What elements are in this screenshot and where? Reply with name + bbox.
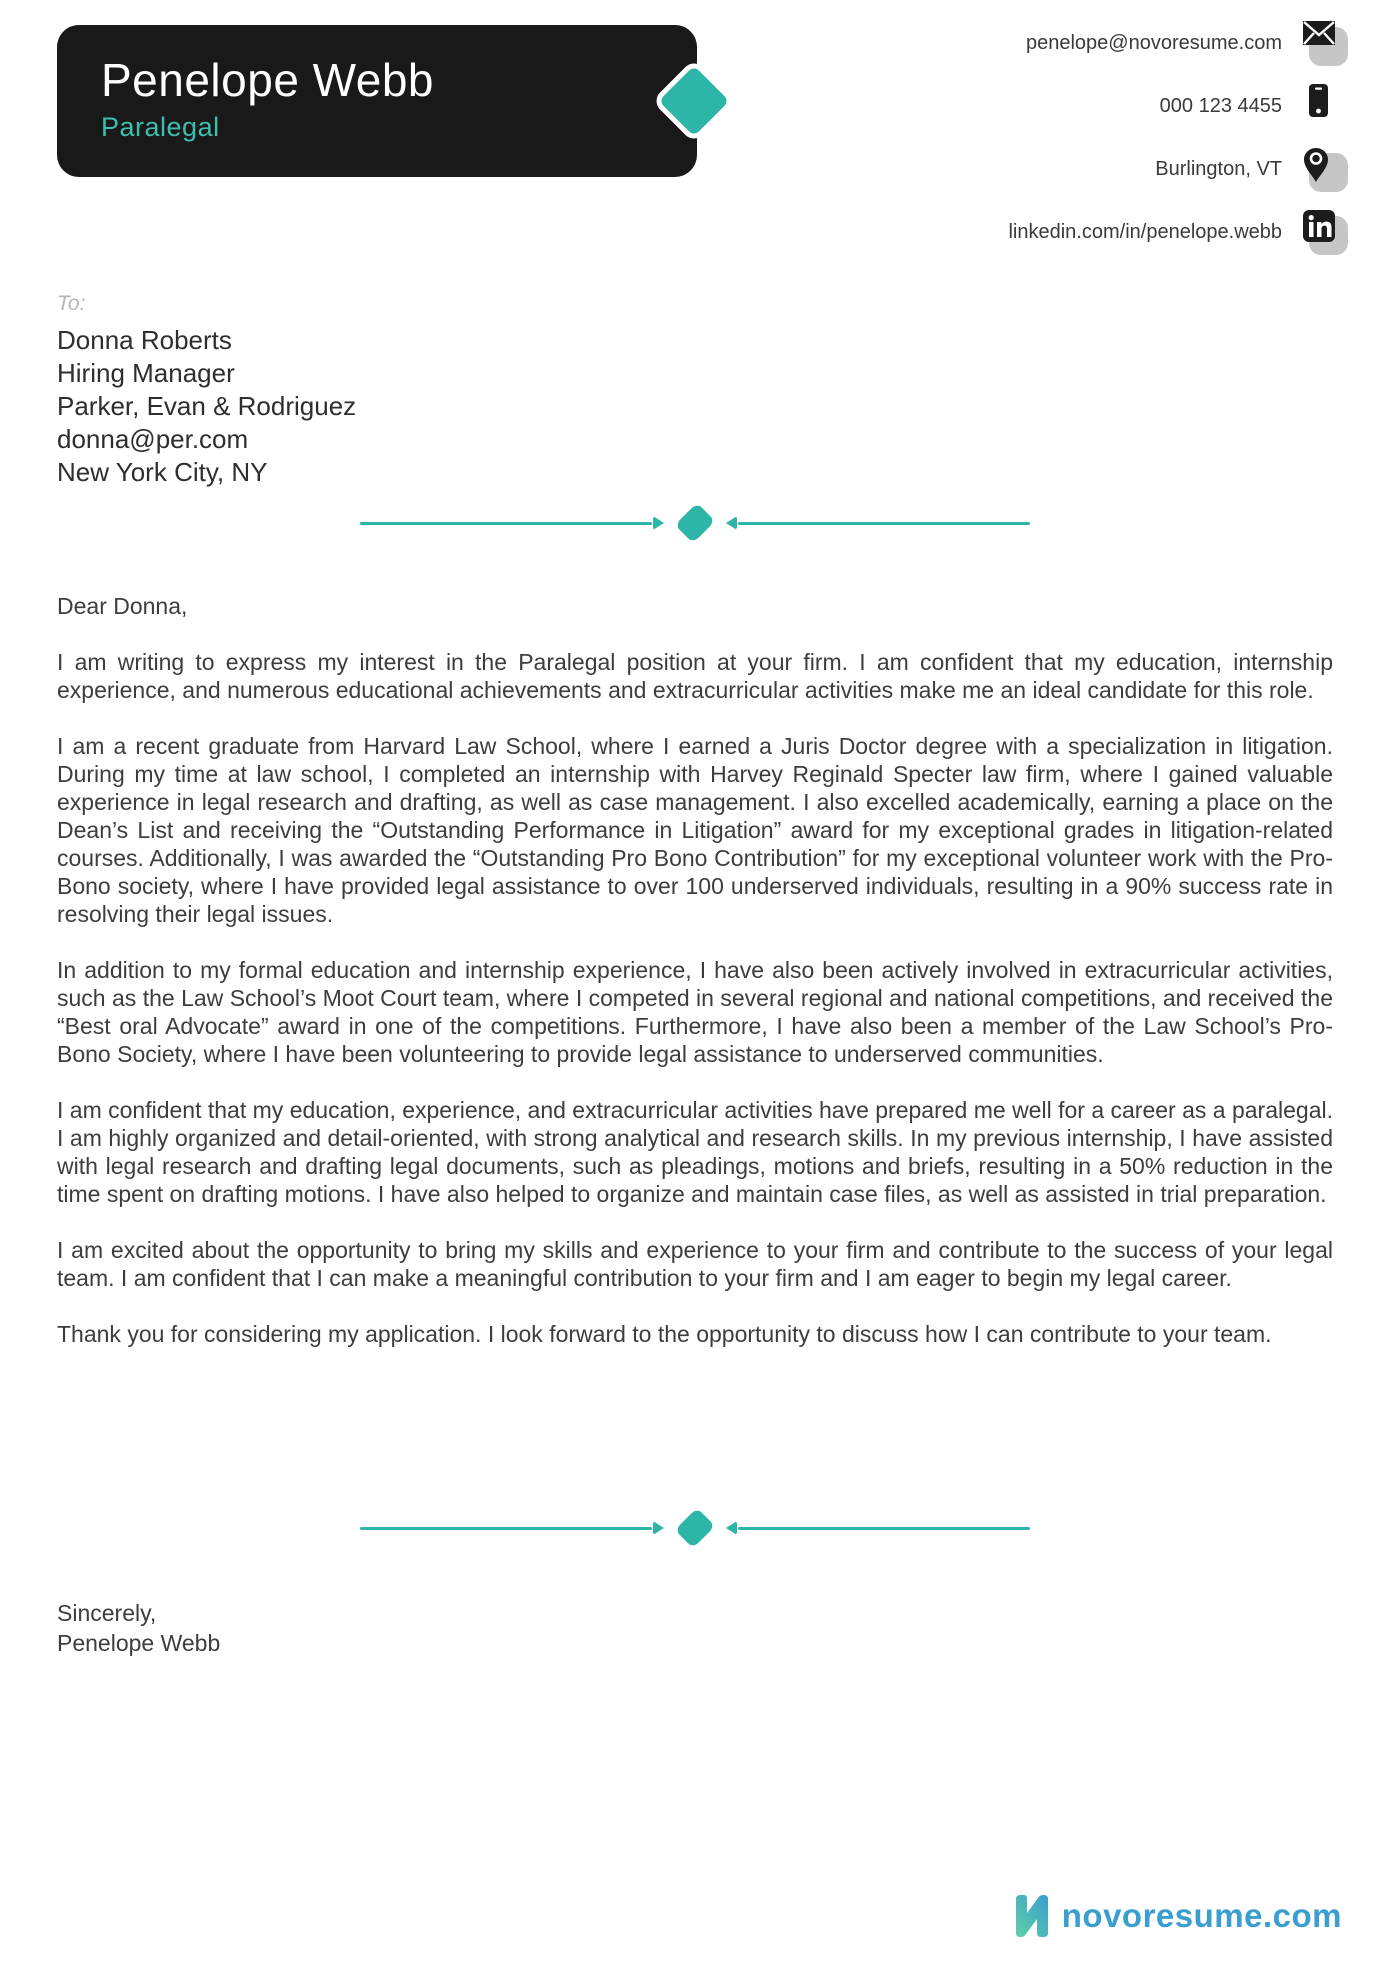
smartphone-icon — [1302, 83, 1348, 129]
arrow-left-icon — [726, 516, 737, 530]
paragraph-3: In addition to my formal education and internship experience, I have also been actively involved in extracurricular activities, such as the Law School’s Moot Court team, where I competed in several regional and national competitions, and received the “Best oral Advocate” award in one of the competitions. Furthermore, I have also been a member of the Law School’s Pro-Bono Society, where I have been volunteering to provide legal assistance to underserved communities. — [57, 957, 1333, 1067]
divider-line — [738, 1527, 1030, 1530]
brand-name[interactable]: novoresume.com — [1061, 1897, 1342, 1934]
location-value: Burlington, VT — [1155, 157, 1282, 180]
recipient-city: New York City, NY — [57, 457, 268, 487]
paragraph-2: I am a recent graduate from Harvard Law School, where I earned a Juris Doctor degree with a specialization in litigation. During my time at law school, I completed an internship with Harvey Reginald Specter law firm, where I gained valuable experience in legal research and drafting, as well as case management. I also excelled academically, earning a place on the Dean’s List and receiving the “Outstanding Performance in Litigation” award for my exceptional grades in litigation-related courses. Additionally, I was awarded the “Outstanding Pro Bono Contribution” for my exceptional volunteer work with the Pro-Bono society, where I have provided legal assistance to over 100 underserved individuals, resulting in a 90% success rate in resolving their legal issues. — [57, 733, 1333, 927]
signature-block — [57, 1598, 220, 1658]
diamond-icon — [675, 503, 715, 543]
section-divider-top — [57, 509, 1333, 537]
envelope-icon — [1302, 20, 1348, 66]
recipient-role: Hiring Manager — [57, 358, 235, 388]
recipient-company: Parker, Evan & Rodriguez — [57, 391, 357, 421]
contact-row-email — [1008, 20, 1348, 66]
paragraph-4: I am confident that my education, experience, and extracurricular activities have prepared me well for a career as a paralegal. I am highly organized and detail-oriented, with strong analytical and research skills. In my previous internship, I have assisted with legal research and drafting legal documents, such as pleadings, motions and briefs, resulting in a 50% reduction in the time spent on drafting motions. I have also helped to organize and maintain case files, as well as assisted in trial preparation. — [57, 1097, 1333, 1207]
closing: Sincerely, — [57, 1600, 157, 1626]
to-label: To: — [57, 292, 86, 315]
divider-line — [360, 522, 652, 525]
salutation: Dear Donna, — [57, 593, 188, 619]
contact-row-location — [1008, 146, 1348, 192]
contact-block — [1008, 20, 1348, 255]
recipient-block — [57, 292, 356, 489]
novoresume-logo-icon — [1010, 1893, 1052, 1939]
phone-value: 000 123 4455 — [1159, 94, 1282, 117]
arrow-left-icon — [726, 1521, 737, 1535]
arrow-right-icon — [653, 1521, 664, 1535]
linkedin-value[interactable]: linkedin.com/in/penelope.webb — [1008, 220, 1282, 243]
person-name: Penelope Webb — [101, 54, 435, 106]
paragraph-6: Thank you for considering my application. I look forward to the opportunity to discuss how I can contribute to your team. — [57, 1321, 1272, 1347]
paragraph-1: I am writing to express my interest in the Paralegal position at your firm. I am confident that my education, internship experience, and numerous educational achievements and extracurricular activities make me an ideal candidate for this role. — [57, 649, 1333, 703]
contact-row-linkedin — [1008, 209, 1348, 255]
diamond-icon — [675, 1508, 715, 1548]
contact-row-phone — [1008, 83, 1348, 129]
name-card — [57, 25, 697, 177]
signature-name: Penelope Webb — [57, 1630, 221, 1656]
email-value[interactable]: penelope@novoresume.com — [1025, 31, 1282, 54]
map-pin-icon — [1302, 146, 1348, 192]
person-job-title: Paralegal — [101, 111, 220, 142]
divider-line — [738, 522, 1030, 525]
letter-body — [57, 592, 1333, 1376]
recipient-name: Donna Roberts — [57, 325, 232, 355]
linkedin-icon[interactable] — [1302, 209, 1348, 255]
brand-footer[interactable] — [1010, 1893, 1342, 1939]
section-divider-bottom — [57, 1514, 1333, 1542]
divider-line — [360, 1527, 652, 1530]
paragraph-5: I am excited about the opportunity to bring my skills and experience to your firm and contribute to the success of your legal team. I am confident that I can make a meaningful contribution to your firm and I am eager to begin my legal career. — [57, 1237, 1333, 1291]
recipient-email[interactable]: donna@per.com — [57, 424, 249, 454]
arrow-right-icon — [653, 516, 664, 530]
